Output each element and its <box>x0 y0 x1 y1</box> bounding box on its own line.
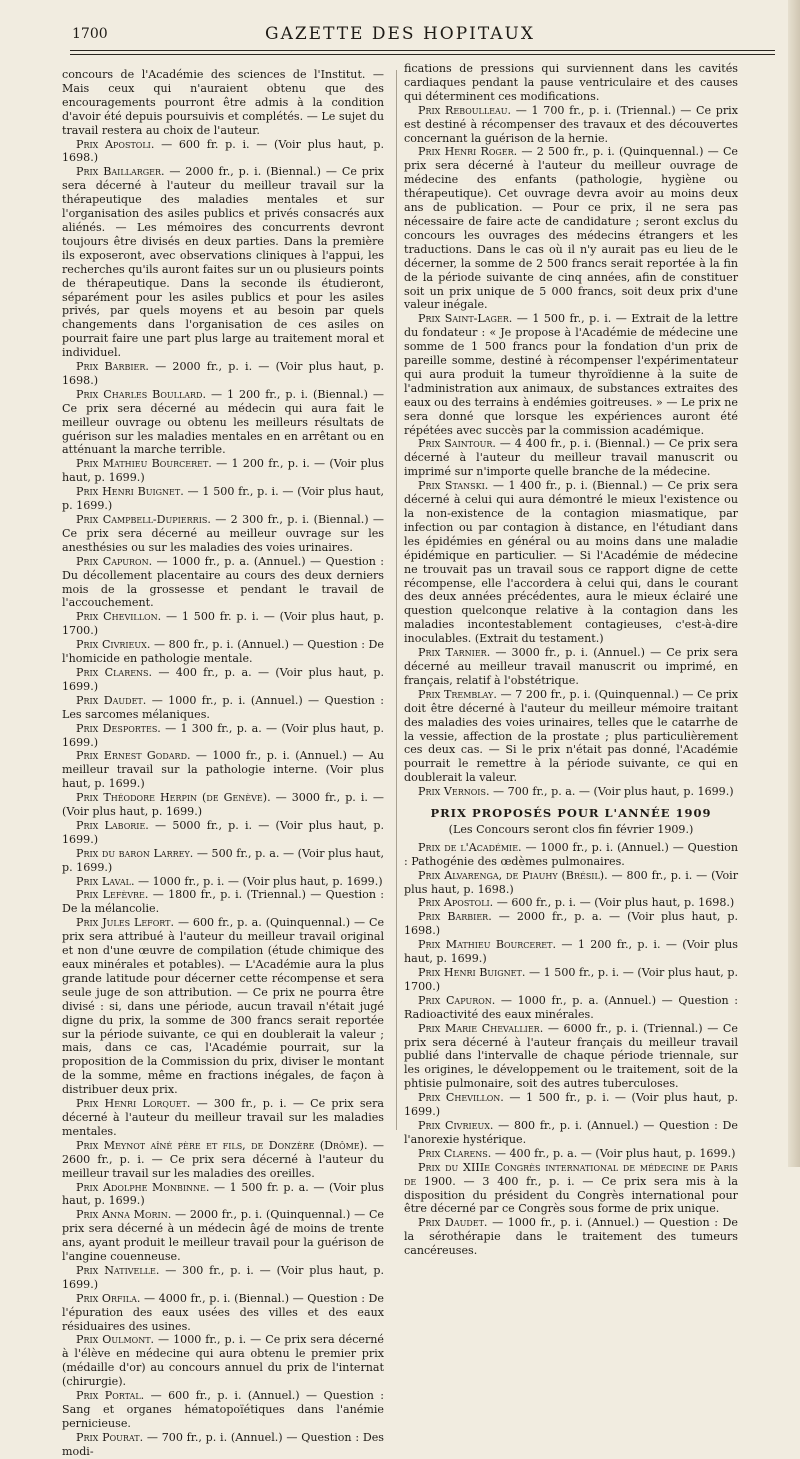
paragraph <box>62 722 384 750</box>
prize-name: Prix Jules Lefort. <box>76 916 175 930</box>
prize-name: Prix Clarens. <box>418 1146 492 1160</box>
paragraph <box>62 888 384 916</box>
paragraph <box>62 1431 384 1459</box>
prize-name: Prix Anna Morin. <box>76 1208 172 1222</box>
paragraph <box>404 1216 738 1258</box>
page-header <box>0 0 800 60</box>
paragraph <box>62 360 384 388</box>
paragraph-text: — 3000 fr., p. i. (Annuel.) — Ce prix sera décerné au meilleur travail manuscrit ou imprimé, en français, relatif à l'obstétrique. <box>404 646 738 687</box>
paragraph <box>404 145 738 312</box>
paragraph-text: — 500 fr., p. a. — (Voir plus haut, p. 1699.) <box>62 846 385 874</box>
paragraph-text: — 2000 fr., p. i. (Biennal.) — Ce prix sera décerné à l'auteur du meilleur travail sur la thérapeutique des maladies mentales et sur l'organisation des asiles publics et privés consacrés aux aliénés. — Les mémoires des concurrents devront toujours être divisés en deux parties. Dans la première ils exposeront, avec observations cliniques à l'appui, les recherches qu'ils auront faites sur un ou plusieurs points de thérapeutique. Dans la seconde ils étudieront, séparément pour les asiles publics et pour les asiles privés, par quels moyens et au besoin par quels changements dans l'organisation de ces asiles on pourrait faire une part plus large au traitement moral et individuel. <box>62 165 384 360</box>
paragraph <box>62 138 384 166</box>
paragraph <box>62 791 384 819</box>
paragraph <box>62 610 384 638</box>
prize-name: Prix Adolphe Monbinne. <box>76 1180 210 1194</box>
prize-name: Prix Lefèvre. <box>76 888 149 902</box>
prize-name: Prix Daudet. <box>76 693 147 707</box>
paragraph-text: concours de l'Académie des sciences de l'Institut. — Mais ceux qui n'auraient obtenu que des encouragements pourront être admis à la condition d'avoir été depuis poursuivis et complétés. — Le sujet du travail restera au choix de l'auteur. <box>62 68 384 137</box>
prize-name: Prix Saintour. <box>418 437 496 451</box>
paragraph <box>62 847 384 875</box>
prize-name: Prix Ernest Godard. <box>76 749 191 763</box>
prize-name: Prix Chevillon. <box>76 610 162 624</box>
paragraph-text: — 2600 fr., p. i. — Ce prix sera décerné à l'auteur du meilleur travail sur les maladies des oreilles. <box>62 1138 384 1180</box>
prize-name: Prix Charles Boullard. <box>76 387 206 401</box>
paragraph <box>62 555 384 611</box>
paragraph-text: — 300 fr., p. i. — Ce prix sera décerné à l'auteur du meilleur travail sur les maladies mentales. <box>62 1097 385 1138</box>
prize-name: Prix Oulmont. <box>76 1333 155 1347</box>
paragraph-text: — 800 fr., p. i. — (Voir plus haut, p. 1698.) <box>404 868 738 896</box>
paragraph-text: — 1000 fr., p. i. (Annuel.) — Au meilleur travail sur la pathologie interne. (Voir plus haut, p. 1699.) <box>62 749 385 791</box>
prize-name: Prix Capuron. <box>76 554 153 568</box>
paragraph-text: — 800 fr., p. i. (Annuel.) — Question : De l'homicide en pathologie mentale. <box>62 638 384 666</box>
paragraph-text: — 600 fr., p. i. — (Voir plus haut, p. 1698.) <box>496 896 735 910</box>
paragraph <box>404 62 738 104</box>
paragraph <box>404 479 738 646</box>
paragraph-text: — 4 400 fr., p. i. (Biennal.) — Ce prix sera décerné à l'auteur du meilleur travail manuscrit ou imprimé sur n'importe quelle branche de la médecine. <box>404 437 739 479</box>
paragraph <box>404 869 738 897</box>
prize-name: Prix Portal. <box>76 1389 145 1403</box>
paragraph-text: — 2000 fr., p. i. — (Voir plus haut, p. 1698.) <box>62 360 384 387</box>
prize-name: Prix Henri Roger. <box>418 145 518 159</box>
paragraph <box>62 1097 384 1139</box>
paragraph <box>404 896 738 910</box>
paragraph-text: — 2 300 fr., p. i. (Biennal.) — Ce prix sera décerné au meilleur ouvrage sur les anesthésies ou sur les maladies des voies urinaires. <box>62 513 384 554</box>
paragraph <box>62 1208 384 1264</box>
paragraph <box>404 437 738 479</box>
prize-name: Prix Henri Lorquet. <box>76 1097 191 1111</box>
prize-name: Prix Orfila. <box>76 1291 141 1305</box>
prize-name: Prix Daudet. <box>418 1216 488 1230</box>
paragraph-text: — 1000 fr., p. i. — (Voir plus haut, p. 1699.) <box>138 874 383 888</box>
prize-name: Prix Desportes. <box>76 721 161 735</box>
prize-name: Prix Civrieux. <box>76 638 151 652</box>
paragraph-text: — 600 fr., p. a. (Quinquennal.) — Ce prix sera attribué à l'auteur du meilleur travail original et non d'une œuvre de compilation (étude chimique des eaux minérales et potables). — L'Académie aura la plus grande latitude pour décerner cette récompense et sera seule juge de son attribution. — Ce prix ne pourra être divisé : si, dans une période, aucun travail n'était jugé digne du prix, la somme de 300 francs serait reportée sur la période suivante, ce qui en doublerait la valeur ; mais, dans ce cas, l'Académie pourrait, sur la proposition de la Commission du prix, diviser le montant de la somme, même en fractions inégales, de façon à distribuer deux prix. <box>62 916 385 1097</box>
paragraph <box>62 485 384 513</box>
paragraph <box>404 785 738 799</box>
prize-name: Prix Théodore Herpin (de Genève). <box>76 791 271 805</box>
paragraph <box>404 1119 738 1147</box>
prize-name: Prix Vernois. <box>418 785 490 799</box>
paragraph-text: — 7 200 fr., p. i. (Quinquennal.) — Ce prix doit être décerné à l'auteur du meilleur mémoire traitant des maladies des voies urinaires, telles que le catarrhe de la vessie, affection de la prostate ; plus particulièrement ces deux cas. — Si le prix n'était pas donné, l'Académie pourrait le remettre à la période suivante, ce qui en doublerait la valeur. <box>404 687 739 785</box>
prize-name: Prix Reboulleau. <box>418 103 512 117</box>
prize-name: Prix Clarens. <box>76 665 153 679</box>
prize-name: Prix Laval. <box>76 874 135 888</box>
prize-name: Prix Baillarger. <box>76 165 165 179</box>
paragraph-text: — 1 700 fr., p. i. (Triennal.) — Ce prix est destiné à récompenser des travaux et des découvertes concernant la guérison de la hernie. <box>404 103 738 145</box>
section-heading: PRIX PROPOSÉS POUR L'ANNÉE 1909 <box>430 806 712 821</box>
prize-name: Prix Capuron. <box>418 993 496 1007</box>
paragraph <box>404 994 738 1022</box>
paragraph-text: — 800 fr., p. i. (Annuel.) — Question : De l'anorexie hystérique. <box>404 1118 738 1146</box>
prize-name: Prix Tarnier. <box>418 646 491 660</box>
paragraph <box>62 666 384 694</box>
header-rule <box>70 50 775 51</box>
paragraph-text: — 1 500 fr., p. i. — (Voir plus haut, p. 1699.) <box>62 485 385 513</box>
left-column <box>62 68 384 1459</box>
paragraph-text: — 700 fr., p. a. — (Voir plus haut, p. 1699.) <box>493 785 734 799</box>
paragraph-text: — 700 fr., p. i. (Annuel.) — Question : Des modi- <box>62 1430 384 1458</box>
paragraph <box>62 916 384 1097</box>
prize-name: Prix de l'Académie. <box>418 840 522 854</box>
paragraph-text: fications de pressions qui surviennent dans les cavités cardiaques pendant la pause ventriculaire et des causes qui déterminent ces modifications. <box>404 62 738 103</box>
paragraph <box>62 638 384 666</box>
paragraph-text: — 2000 fr., p. i. (Quinquennal.) — Ce prix sera décerné à un médecin âgé de moins de trente ans, ayant produit le meilleur travail pour la guérison de l'angine couenneuse. <box>62 1208 384 1264</box>
paragraph-text: — 6000 fr., p. i. (Triennal.) — Ce prix sera décerné à l'auteur français du meilleur travail publié dans l'intervalle de chaque période triennale, sur les origines, le développement ou le traitement, soit de la phtisie pulmonaire, soit des autres tuberculoses. <box>404 1021 738 1091</box>
section-note: (Les Concours seront clos fin février 1909.) <box>448 822 694 836</box>
paragraph <box>404 910 738 938</box>
prize-name: Prix Civrieux. <box>418 1118 494 1132</box>
prize-name: Prix Pourat. <box>76 1430 144 1444</box>
paragraph-text: — 1 400 fr., p. i. (Biennal.) — Ce prix sera décerné à celui qui aura démontré le mieux l'existence ou la non-existence de la contagion miasmatique, par infection ou par contagion à distance, en l'étudiant dans les épidémies en général ou au moins dans une maladie épidémique en particulier. — Si l'Académie de médecine ne trouvait pas un travail sous ce rapport digne de cette récompense, elle l'accordera à celui qui, dans le courant des deux années précédentes, aura le mieux éclairé une question quelconque relative à la contagion dans les maladies incontestablement contagieuses, c'est-à-dire inoculables. (Extrait du testament.) <box>404 479 738 646</box>
paragraph-text: — 1000 fr., p. i. (Annuel.) — Question : De la sérothérapie dans le traitement des tumeurs cancéreuses. <box>404 1216 738 1258</box>
paragraph-text: — 1 500 fr. p. i. — (Voir plus haut, p. 1700.) <box>62 610 385 638</box>
paragraph <box>404 966 738 994</box>
paragraph-text: — 1 500 fr., p. i. — (Voir plus haut, p. 1699.) <box>404 1091 739 1119</box>
paragraph-text: — 1 200 fr., p. i. — (Voir plus haut, p. 1699.) <box>62 457 384 485</box>
right-column-bottom <box>404 841 738 1258</box>
paragraph-text: — 300 fr., p. i. — (Voir plus haut, p. 1699.) <box>62 1263 384 1291</box>
prize-name: Prix Marie Chevallier. <box>418 1021 544 1035</box>
prize-name: Prix Alvarenga, de Piauhy (Brésil). <box>418 868 608 882</box>
paragraph-text: — 4000 fr., p. i. (Biennal.) — Question : De l'épuration des eaux usées des villes et des eaux résiduaires des usines. <box>62 1291 384 1333</box>
paragraph <box>62 513 384 555</box>
prize-name: Prix du baron Larrey. <box>76 846 194 860</box>
prize-name: Prix Chevillon. <box>418 1091 504 1105</box>
journal-title: GAZETTE DES HOPITAUX <box>264 24 535 44</box>
right-column-top <box>404 62 738 799</box>
paragraph <box>62 1333 384 1389</box>
paragraph-text: — 1000 fr., p. i. (Annuel.) — Question : Les sarcomes mélaniques. <box>62 693 385 721</box>
prize-name: Prix Apostoli. <box>76 137 155 151</box>
paragraph <box>62 749 384 791</box>
prize-name: Prix Mathieu Bourceret. <box>418 938 556 952</box>
prize-name: Prix Saint-Lager. <box>418 312 513 326</box>
paragraph-text: — 1 300 fr., p. a. — (Voir plus haut, p. 1699.) <box>62 721 384 749</box>
paragraph <box>404 841 738 869</box>
column-divider <box>396 70 397 1130</box>
prize-name: Prix Barbier. <box>418 910 492 924</box>
paragraph-text: — 3000 fr., p. i. — (Voir plus haut, p. 1699.) <box>62 791 384 819</box>
paragraph <box>62 165 384 360</box>
paragraph <box>62 1264 384 1292</box>
prize-name: Prix Mathieu Bourceret. <box>76 457 212 471</box>
paragraph <box>404 688 738 785</box>
page-edge <box>788 0 800 1167</box>
paragraph <box>62 875 384 889</box>
paragraph-text: — 1 500 fr. p. a. — (Voir plus haut, p. 1699.) <box>62 1180 384 1208</box>
paragraph <box>62 1292 384 1334</box>
paragraph-text: — 1000 fr., p. i. (Annuel.) — Question : Pathogénie des œdèmes pulmonaires. <box>404 840 738 868</box>
paragraph-text: — 5000 fr., p. i. — (Voir plus haut, p. 1699.) <box>62 818 384 846</box>
prize-name: Prix Barbier. <box>76 360 149 374</box>
right-column <box>404 62 738 1258</box>
paragraph <box>404 646 738 688</box>
paragraph <box>62 388 384 458</box>
paragraph <box>404 1147 738 1161</box>
paragraph-text: — 1 200 fr., p. i. — (Voir plus haut, p. 1699.) <box>404 938 738 966</box>
prize-name: Prix Campbell-Dupierris. <box>76 513 211 526</box>
prize-name: Prix Nativelle. <box>76 1263 160 1277</box>
page-number: 1700 <box>72 26 108 42</box>
paragraph-text: — 2000 fr., p. a. — (Voir plus haut, p. 1698.) <box>404 910 738 938</box>
paragraph <box>62 1389 384 1431</box>
prize-name: Prix Henri Buignet. <box>418 966 526 979</box>
paragraph <box>62 1139 384 1181</box>
paragraph <box>404 312 738 437</box>
paragraph <box>404 1091 738 1119</box>
paragraph-text: — 1000 fr., p. a. (Annuel.) — Question : Radioactivité des eaux minérales. <box>404 993 738 1021</box>
prize-name: Prix Laborie. <box>76 818 149 832</box>
prize-name: Prix Henri Buignet. <box>76 485 184 499</box>
paragraph-text: — 1000 fr., p. i. — Ce prix sera décerné à l'élève en médecine qui aura obtenu le premier prix (médaille d'or) au concours annuel du prix de l'internat (chirurgie). <box>62 1333 384 1389</box>
prize-name: Prix Stanski. <box>418 479 489 493</box>
paragraph <box>404 1022 738 1092</box>
paragraph <box>404 938 738 966</box>
paragraph <box>62 694 384 722</box>
paragraph <box>62 68 384 138</box>
paragraph-text: — 1 500 fr., p. i. — Extrait de la lettre du fondateur : « Je propose à l'Académie de médecine une somme de 1 500 francs pour la fondation d'un prix de pareille somme, destiné à récompenser l'expérimentateur qui aura produit la tumeur thyroïdienne à la suite de l'administration aux animaux, de substances extraites des eaux ou des terrains à endémies goitreuses. » — Le prix ne sera donné que lorsque les expériences auront été répétées avec succès par la commission académique. <box>404 312 739 437</box>
paragraph-text: — 3 400 fr., p. i. — Ce prix sera mis à la disposition du président du Congrès international pour être décerné par ce Congrès sous forme de prix unique. <box>404 1174 738 1216</box>
paragraph <box>62 1181 384 1209</box>
paragraph-text: — 400 fr., p. a. — (Voir plus haut, p. 1699.) <box>62 665 384 693</box>
prize-name: Prix du XIIIe Congrès international de médecine de Paris de 1900. <box>404 1160 738 1188</box>
paragraph <box>62 457 384 485</box>
paragraph-text: — 1 500 fr., p. i. — (Voir plus haut, p. 1700.) <box>404 966 739 993</box>
paragraph <box>62 819 384 847</box>
paragraph-text: — 600 fr., p. i. (Annuel.) — Question : Sang et organes hématopoïétiques dans l'anémie pernicieuse. <box>62 1389 385 1430</box>
paragraph-text: — 1 200 fr., p. i. (Biennal.) — Ce prix sera décerné au médecin qui aura fait le meilleur ouvrage ou obtenu les meilleurs résultats de guérison sur les maladies mentales en en arrêtant ou en atténuant la marche terrible. <box>62 387 384 457</box>
paragraph <box>404 1161 738 1217</box>
prize-name: Prix Apostoli. <box>418 896 494 910</box>
paragraph-text: — 1800 fr., p. i. (Triennal.) — Question : De la mélancolie. <box>62 888 385 916</box>
prize-name: Prix Tremblay. <box>418 687 497 701</box>
paragraph-text: — 1000 fr., p. a. (Annuel.) — Question : Du décollement placentaire au cours des deux derniers mois de la grossesse et pendant le travail de l'accouchement. <box>62 554 384 610</box>
prize-name: Prix Meynot aîné père et fils, de Donzère (Drôme). <box>76 1138 368 1152</box>
paragraph-text: — 400 fr., p. a. — (Voir plus haut, p. 1699.) <box>494 1146 736 1160</box>
paragraph-text: — 600 fr. p. i. — (Voir plus haut, p. 1698.) <box>62 137 384 165</box>
paragraph <box>404 104 738 146</box>
header-rule-double <box>70 54 775 55</box>
paragraph-text: — 2 500 fr., p. i. (Quinquennal.) — Ce prix sera décerné à l'auteur du meilleur ouvrage de médecine des enfants (pathologie, hygiène ou thérapeutique). Cet ouvrage devra avoir au moins deux ans de publication. — Pour ce prix, il ne sera pas nécessaire de faire acte de candidature ; seront exclus du concours les ouvrages des médecins étrangers et les traductions. Dans le cas où il n'y aurait pas eu lieu de le décerner, la somme de 2 500 francs serait reportée à la fin de la période suivante de cinq années, afin de constituer soit un prix unique de 5 000 francs, soit deux prix d'une valeur inégale. <box>404 145 738 312</box>
